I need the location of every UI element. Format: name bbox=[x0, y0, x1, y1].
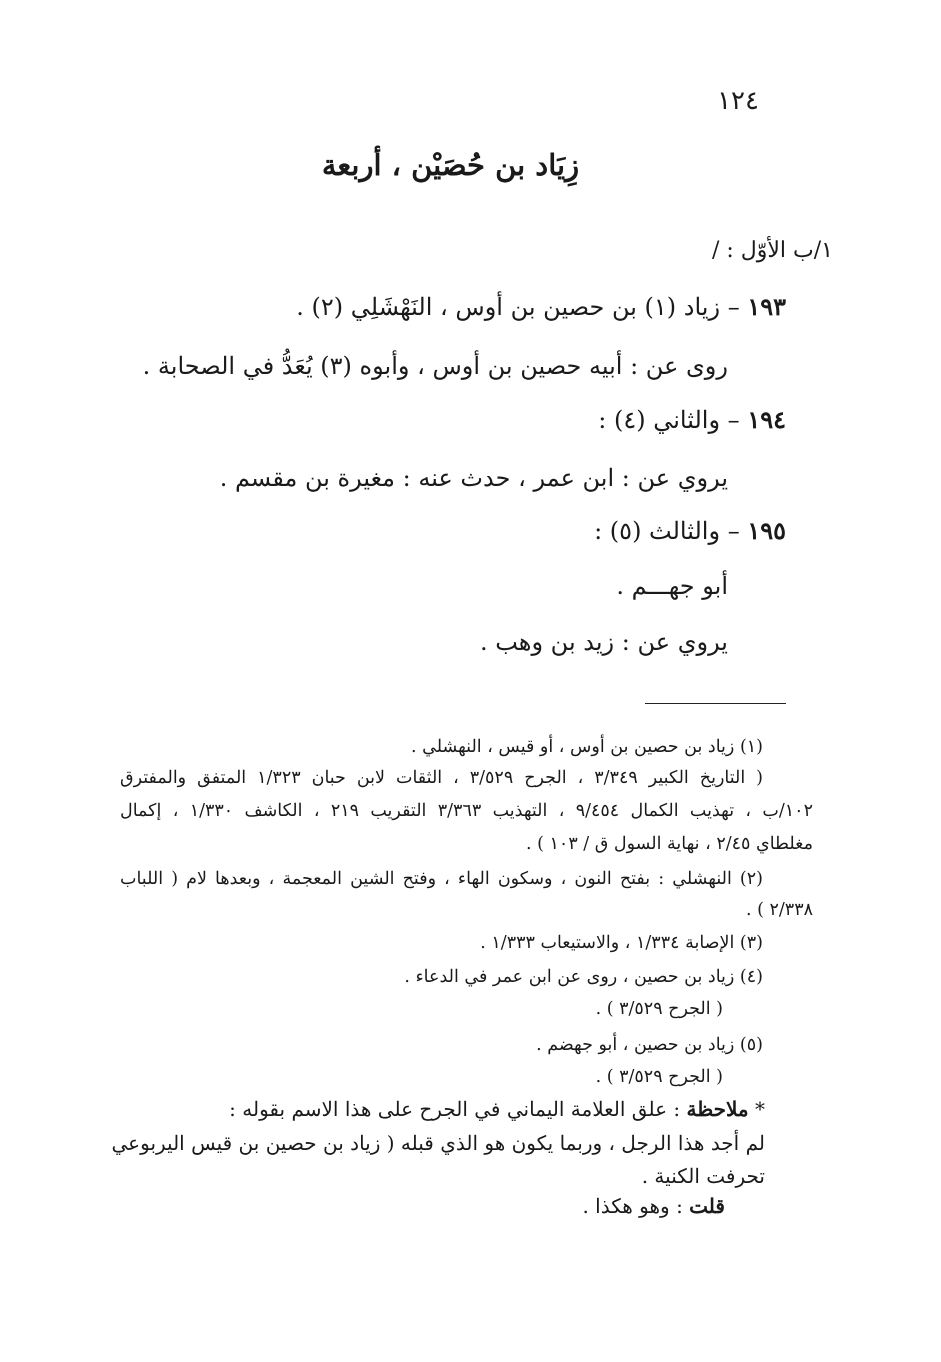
remark-qult bbox=[582, 1194, 725, 1218]
footnote-separator bbox=[645, 703, 786, 704]
remark-star: * bbox=[755, 1097, 765, 1121]
footnote-1-line-2: ( التاريخ الكبير ٣/٣٤٩ ، الجرح ٣/٥٢٩ ، الثقات لابن حبان ١/٣٢٣ المتفق والمفترق bbox=[120, 768, 763, 788]
entry-text: – زياد (١) بن حصين بن أوس ، النَهْشَلِي (٢) . bbox=[296, 293, 740, 321]
footnote-3: (٣) الإصابة ١/٣٣٤ ، والاستيعاب ١/٣٣٣ . bbox=[480, 933, 763, 953]
entry-195-kunya: أبو جهـــم . bbox=[616, 572, 728, 600]
entry-number: ١٩٣ bbox=[747, 292, 786, 321]
footnote-4-line-1: (٤) زياد بن حصين ، روى عن ابن عمر في الدعاء . bbox=[404, 967, 763, 987]
entry-195-narration: يروي عن : زيد بن وهب . bbox=[479, 628, 728, 656]
page-number: ١٢٤ bbox=[717, 86, 759, 116]
entry-193-narration: روى عن : أبيه حصين بن أوس ، وأبوه (٣) يُعَدُّ في الصحابة . bbox=[142, 352, 728, 380]
remark-line-2: لم أجد هذا الرجل ، وربما يكون هو الذي قبله ( زياد بن حصين بن قيس اليربوعي bbox=[111, 1131, 765, 1155]
entry-195-heading bbox=[594, 516, 786, 545]
footnote-2-line-2: ٢/٣٣٨ ) . bbox=[745, 900, 813, 920]
footnote-2-line-1: (٢) النهشلي : بفتح النون ، وسكون الهاء ، وفتح الشين المعجمة ، وبعدها لام ( اللباب bbox=[120, 869, 763, 889]
entry-text: – والثاني (٤) : bbox=[598, 406, 740, 434]
remark-label: ملاحظة bbox=[686, 1097, 749, 1121]
entry-194-heading bbox=[598, 405, 786, 434]
folio-marker: ١/ب الأوّل : / bbox=[711, 238, 833, 263]
qult-text: : وهو هكذا . bbox=[582, 1194, 683, 1218]
footnote-4-line-2: ( الجرح ٣/٥٢٩ ) . bbox=[595, 999, 723, 1019]
footnote-5-line-1: (٥) زياد بن حصين ، أبو جهضم . bbox=[536, 1035, 763, 1055]
entry-number: ١٩٤ bbox=[747, 405, 786, 434]
qult-label: قلت bbox=[689, 1194, 725, 1218]
remark-line-1 bbox=[229, 1097, 765, 1121]
footnote-1-line-1: (١) زياد بن حصين بن أوس ، أو قيس ، النهشلي . bbox=[410, 737, 763, 757]
footnote-1-line-3: ١٠٢/ب ، تهذيب الكمال ٩/٤٥٤ ، التهذيب ٣/٣٦٣ التقريب ٢١٩ ، الكاشف ١/٣٣٠ ، إكمال bbox=[120, 801, 813, 821]
remark-text: : علق العلامة اليماني في الجرح على هذا الاسم بقوله : bbox=[229, 1097, 681, 1121]
entry-193-heading bbox=[296, 292, 786, 321]
entry-text: – والثالث (٥) : bbox=[594, 517, 740, 545]
remark-line-3: تحرفت الكنية . bbox=[641, 1164, 765, 1188]
footnote-1-line-4: مغلطاي ٢/٤٥ ، نهاية السول ق / ١٠٣ ) . bbox=[526, 834, 813, 854]
entry-194-narration: يروي عن : ابن عمر ، حدث عنه : مغيرة بن مقسم . bbox=[219, 464, 728, 492]
chapter-title: زِيَاد بن حُصَيْن ، أربعة bbox=[321, 148, 580, 182]
footnote-5-line-2: ( الجرح ٣/٥٢٩ ) . bbox=[595, 1067, 723, 1087]
entry-number: ١٩٥ bbox=[747, 516, 786, 545]
